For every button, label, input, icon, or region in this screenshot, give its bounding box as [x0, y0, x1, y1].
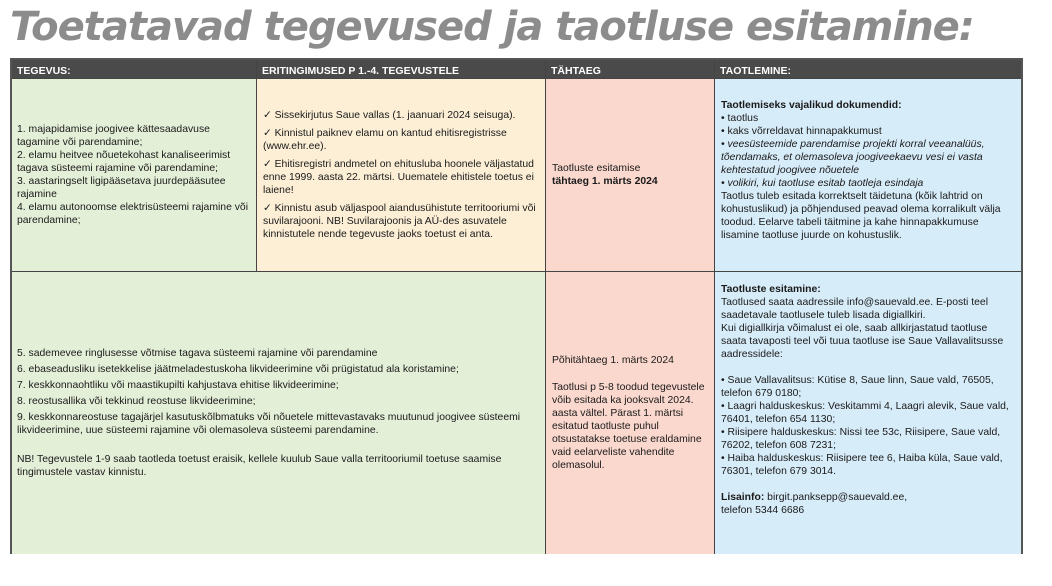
deadline-1-line1: Taotluste esitamise [552, 163, 641, 174]
header-conditions: ERITINGIMUSED P 1.-4. TEGEVUSTELE [257, 60, 546, 79]
conditions-cell [257, 79, 546, 272]
document-item: • taotlus [721, 113, 759, 124]
contact-email: birgit.panksepp@sauevald.ee, [764, 492, 908, 503]
document-item: • volikiri, kui taotluse esitab taotleja esindaja [721, 178, 924, 189]
activity-item: 6. ebaseadusliku isetekkelise jäätmeladestuskoha likvideerimine või prügistatud ala koristamine; [17, 364, 459, 375]
contact-info [721, 491, 1015, 504]
document-item: • veesüsteemide parendamise projekti korral veeanalüüs, tõendamaks, et olemasoleva joogiveekaevu vesi ei vasta kehtestatud joogivee nõuetele [721, 139, 985, 176]
activity-item: 8. reostusallika või tekkinud reostuse likvideerimine; [17, 396, 256, 407]
application-cell [715, 79, 1021, 554]
deadline-2-main: Põhitähtaeg 1. märts 2024 [552, 355, 674, 366]
header-activity: TEGEVUS: [12, 60, 257, 79]
activity-item: 5. sademevee ringlusesse võtmise tagava süsteemi rajamine või parendamine [17, 348, 378, 359]
deadline-1-line2: tähtaeg 1. märts 2024 [552, 176, 658, 187]
header-deadline: TÄHTAEG [546, 60, 715, 79]
eligibility-note: NB! Tegevustele 1-9 saab taotleda toetust eraisik, kellele kuulub Saue valla territooriumil toetuse saamise tingimustele vastav kinnistu. [17, 454, 502, 478]
address-item: • Riisipere halduskeskus: Nissi tee 53c, Riisipere, Saue vald, 76202, telefon 608 7231; [721, 427, 1001, 451]
address-item: • Haiba halduskeskus: Riisipere tee 6, Haiba küla, Saue vald, 76301, telefon 679 3014. [721, 453, 1003, 477]
page-title: Toetatavad tegevused ja taotluse esitamine: [10, 4, 974, 50]
address-item: • Laagri halduskeskus: Veskitammi 4, Laagri alevik, Saue vald, 76401, telefon 654 1130; [721, 401, 1009, 425]
info-table [10, 58, 1023, 554]
submission-text-1: Taotlused saata aadressile info@sauevald.ee. E-posti teel saadetavale taotlusele tuleb lisada digiallkiri. [721, 297, 989, 321]
condition-item: ✓ Kinnistu asub väljaspool aiandusühistute territooriumi või suvilarajooni. NB! Suvilarajoonis ja AÜ-des asuvatele kinnistutele nende tegevuste jaoks toetust ei anta. [263, 203, 536, 240]
contact-label: Lisainfo: [721, 492, 765, 503]
submission-text-2: Kui digiallkirja võimalust ei ole, saab allkirjastatud taotluse saata tavaposti teel või tuua taotluse ise Saue Vallavalitsusse aadressidele: [721, 323, 1004, 360]
address-item: • Saue Vallavalitsus: Kütise 8, Saue linn, Saue vald, 76505, telefon 679 0180; [721, 375, 994, 399]
condition-item: ✓ Sissekirjutus Saue vallas (1. jaanuari 2024 seisuga). [263, 110, 516, 121]
section-divider [715, 271, 1021, 272]
deadline-2-cell [546, 272, 715, 554]
activity-item: 2. elamu heitvee nõuetekohast kanaliseerimist tagava süsteemi rajamine või parendamine; [17, 150, 231, 174]
documents-title: Taotlemiseks vajalikud dokumendid: [721, 100, 902, 111]
submission-title: Taotluste esitamine: [721, 284, 821, 295]
condition-item: ✓ Ehitisregistri andmetel on ehitusluba hoonele väljastatud enne 1999. aasta 22. märtsi. Uuematele ehitistele toetus ei laiene! [263, 159, 534, 196]
activity-item: 1. majapidamise joogivee kättesaadavuse tagamine või parendamine; [17, 124, 210, 148]
header-application: TAOTLEMINE: [715, 60, 1021, 79]
deadline-2-text: Taotlusi p 5-8 toodud tegevustele võib esitada ka jooksvalt 2024. aasta vältel. Pärast 1. märtsi esitatud taotluste puhul otsustatakse toetuse eraldamine vaid eelarveliste vahendite olemasolul. [552, 382, 705, 471]
documents-note: Taotlus tuleb esitada korrektselt täidetuna (kõik lahtrid on kohustuslikud) ja põhjendused peavad olema korralikult välja toodud. Eelarve tabeli täitmine ja kahe hinnapakkumuse lisamine taotluse juurde on kohustuslik. [721, 191, 1001, 241]
activity-item: 3. aastaringselt ligipääsetava juurdepääsutee rajamine [17, 176, 226, 200]
deadline-1-cell [546, 79, 715, 272]
condition-item: ✓ Kinnistul paiknev elamu on kantud ehitisregistrisse (www.ehr.ee). [263, 128, 507, 152]
document-item: • kaks võrreldavat hinnapakkumust [721, 126, 882, 137]
activities-5-9-cell [12, 272, 546, 554]
activity-item: 7. keskkonnaohtliku või maastikupilti kahjustava ehitise likvideerimine; [17, 380, 339, 391]
activities-1-4-cell [12, 79, 257, 272]
activity-item: 4. elamu autonoomse elektrisüsteemi rajamine või parendamine; [17, 202, 249, 226]
activity-item: 9. keskkonnareostuse tagajärjel kasutuskõlbmatuks või nõuetele mittevastavaks muutunud joogivee süsteemi likvideerimine, uue süsteemi rajamine või olemasoleva süsteemi parendamine. [17, 412, 521, 436]
contact-phone: telefon 5344 6686 [721, 505, 805, 516]
